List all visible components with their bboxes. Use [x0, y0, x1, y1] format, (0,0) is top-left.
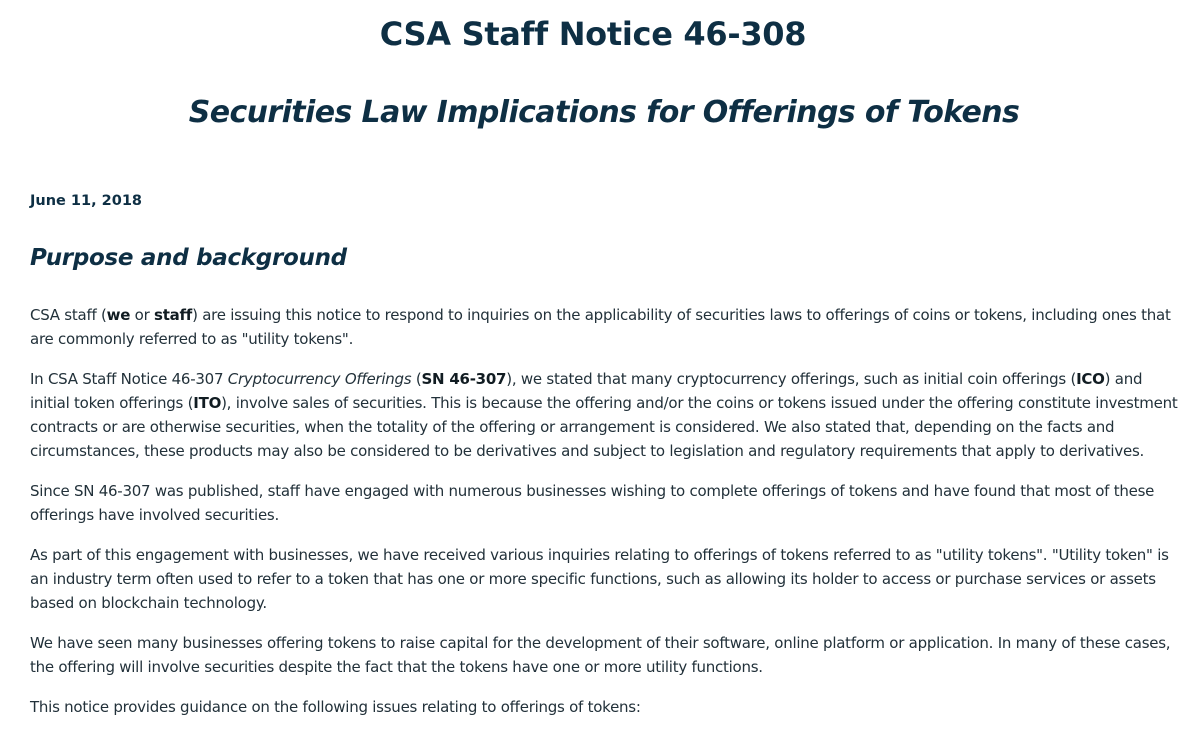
paragraph-2 [30, 367, 1178, 463]
paragraph-1 [30, 303, 1178, 351]
paragraph-3: Since SN 46-307 was published, staff have engaged with numerous businesses wishing to complete offerings of tokens and have found that most of these offerings have involved securities. [30, 482, 1155, 524]
body-text [30, 303, 1178, 735]
defined-term: we [106, 306, 131, 324]
paragraph-5: We have seen many businesses offering tokens to raise capital for the development of their software, online platform or application. In many of these cases, the offering will involve securities despite the fact that the tokens have one or more utility functions. [30, 634, 1171, 676]
text-run: ), involve sales of securities. This is because the offering and/or the coins or tokens issued under the offering constitute investment contracts or are otherwise securities, when the totality of the offering or arrangement is considered. We also stated that, depending on the facts and circumstances, these products may also be considered to be derivatives and subject to legislation and regulatory requirements that apply to derivatives. [30, 394, 1178, 460]
text-run: ), we stated that many cryptocurrency offerings, such as initial coin offerings ( [506, 370, 1077, 388]
defined-term: SN 46-307 [421, 370, 507, 388]
text-run: or [130, 306, 155, 324]
paragraph-4: As part of this engagement with businesses, we have received various inquiries relating to offerings of tokens referred to as "utility tokens". "Utility token" is an industry term often used to refer to a token that has one or more specific functions, such as allowing its holder to access or purchase services or assets based on blockchain technology. [30, 546, 1169, 612]
publication-date: June 11, 2018 [30, 193, 143, 209]
text-run: ( [411, 370, 422, 388]
page-title: CSA Staff Notice 46-308 [379, 15, 807, 53]
text-run: CSA staff ( [30, 306, 107, 324]
paragraph-6: This notice provides guidance on the following issues relating to offerings of tokens: [30, 698, 641, 716]
page-subtitle: Securities Law Implications for Offerings of Tokens [188, 95, 1020, 130]
section-heading: Purpose and background [30, 245, 347, 271]
defined-term: staff [154, 306, 193, 324]
defined-term: ICO [1076, 370, 1105, 388]
defined-term: ITO [193, 394, 222, 412]
text-run: ) and initial token offerings ( [30, 370, 1143, 412]
text-run: ) are issuing this notice to respond to inquiries on the applicability of securities laws to offerings of coins or tokens, including ones that are commonly referred to as "utility tokens". [30, 306, 1171, 348]
text-run: In CSA Staff Notice 46-307 [30, 370, 228, 388]
cited-title: Cryptocurrency Offerings [227, 370, 412, 388]
